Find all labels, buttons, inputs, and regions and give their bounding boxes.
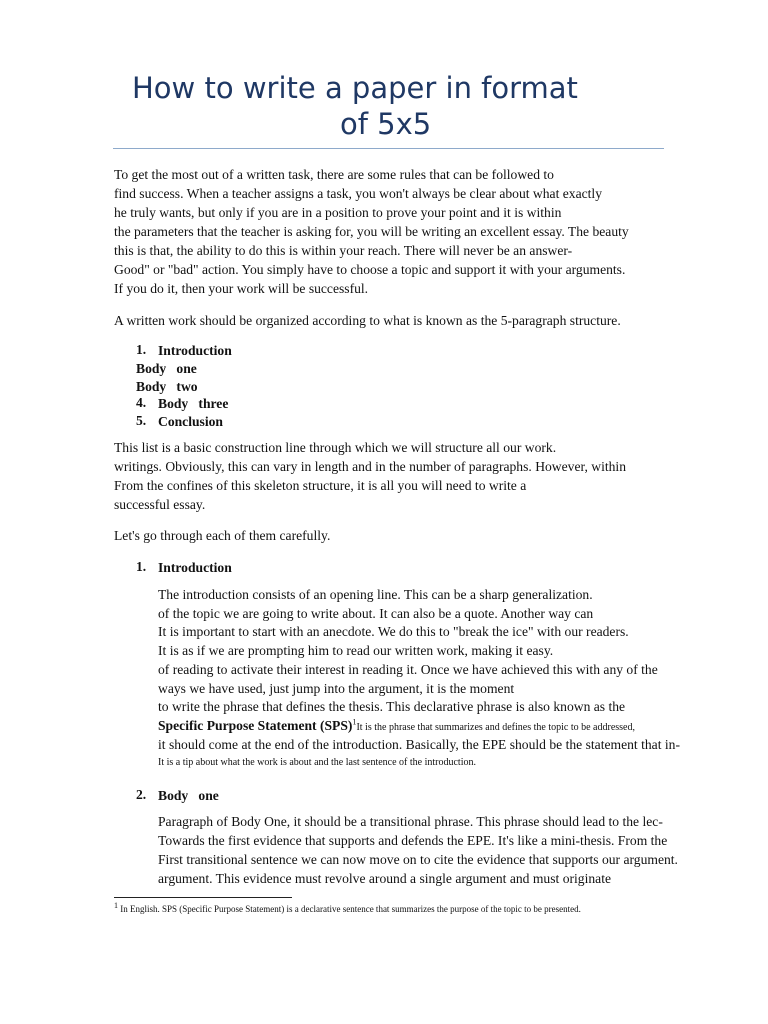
section-line: ways we have used, just jump into the argument, it is the moment [158,681,515,696]
list-item: Body one [136,361,197,376]
section-line: it should come at the end of the introduction. Basically, the EPE should be the statement that in- [158,737,680,752]
section-line: It is important to start with an anecdote. We do this to "break the ice" with our readers. [158,624,629,639]
title-line-1: How to write a paper in format [132,71,578,105]
footnote-separator [114,897,292,898]
section-number: 2. [136,787,147,802]
body-line: Let's go through each of them carefully. [114,528,331,543]
section-line: First transitional sentence we can now move on to cite the evidence that supports our argument. [158,852,678,867]
footnote [114,901,581,914]
intro-line: he truly wants, but only if you are in a position to prove your point and it is within [114,205,562,220]
intro-line: If you do it, then your work will be successful. [114,281,369,296]
section-line: of the topic we are going to write about. It can also be a quote. Another way can [158,606,594,621]
section-line: argument. This evidence must revolve around a single argument and must originate [158,871,612,886]
section-line: Paragraph of Body One, it should be a transitional phrase. This phrase should lead to the lec- [158,814,663,829]
sps-definition: It is the phrase that summarizes and defines the topic to be addressed, [356,722,635,733]
body-line: successful essay. [114,497,206,512]
section-line: to write the phrase that defines the thesis. This declarative phrase is also known as the [158,699,626,714]
section-heading: Introduction [158,560,232,575]
list-item: Body two [136,379,198,394]
intro-line: find success. When a teacher assigns a task, you won't always be clear about what exactly [114,186,603,201]
section-line: of reading to activate their interest in reading it. Once we have achieved this with any of the [158,662,658,677]
list-number: 1. [136,342,147,357]
intro-line: To get the most out of a written task, there are some rules that can be followed to [114,167,554,182]
structure-sentence: A written work should be organized according to what is known as the 5-paragraph structure. [114,313,621,328]
body-line: This list is a basic construction line through which we will structure all our work. [114,440,557,455]
intro-line: the parameters that the teacher is asking for, you will be writing an excellent essay. The beauty [114,224,629,239]
section-line: Towards the first evidence that supports and defends the EPE. It's like a mini-thesis. From the [158,833,668,848]
list-number: 4. [136,395,147,410]
section-line: It is as if we are prompting him to read our written work, making it easy. [158,643,554,658]
intro-line: this is that, the ability to do this is within your reach. There will never be an answer- [114,243,573,258]
sps-line [158,716,635,737]
list-item: Introduction [158,343,232,358]
list-number: 5. [136,413,147,428]
section-heading: Body one [158,788,219,803]
section-line-small: It is a tip about what the work is about and the last sentence of the introduction. [158,757,476,768]
footnote-mark: 1 [114,901,118,910]
section-line: The introduction consists of an opening line. This can be a sharp generalization. [158,587,593,602]
list-item: Body three [158,396,229,411]
title-underline [113,148,664,149]
footnote-text: In English. SPS (Specific Purpose Statement) is a declarative sentence that summarizes the purpose of the topic to be presented. [118,904,581,914]
page-title [113,70,663,142]
sps-term: Specific Purpose Statement (SPS) [158,718,353,733]
list-item: Conclusion [158,414,223,429]
section-number: 1. [136,559,147,574]
body-line: writings. Obviously, this can vary in length and in the number of paragraphs. However, within [114,459,627,474]
intro-line: Good" or "bad" action. You simply have to choose a topic and support it with your arguments. [114,262,626,277]
body-line: From the confines of this skeleton structure, it is all you will need to write a [114,478,527,493]
footnote-ref: 1 [352,717,357,727]
title-line-2: of 5x5 [340,107,432,141]
